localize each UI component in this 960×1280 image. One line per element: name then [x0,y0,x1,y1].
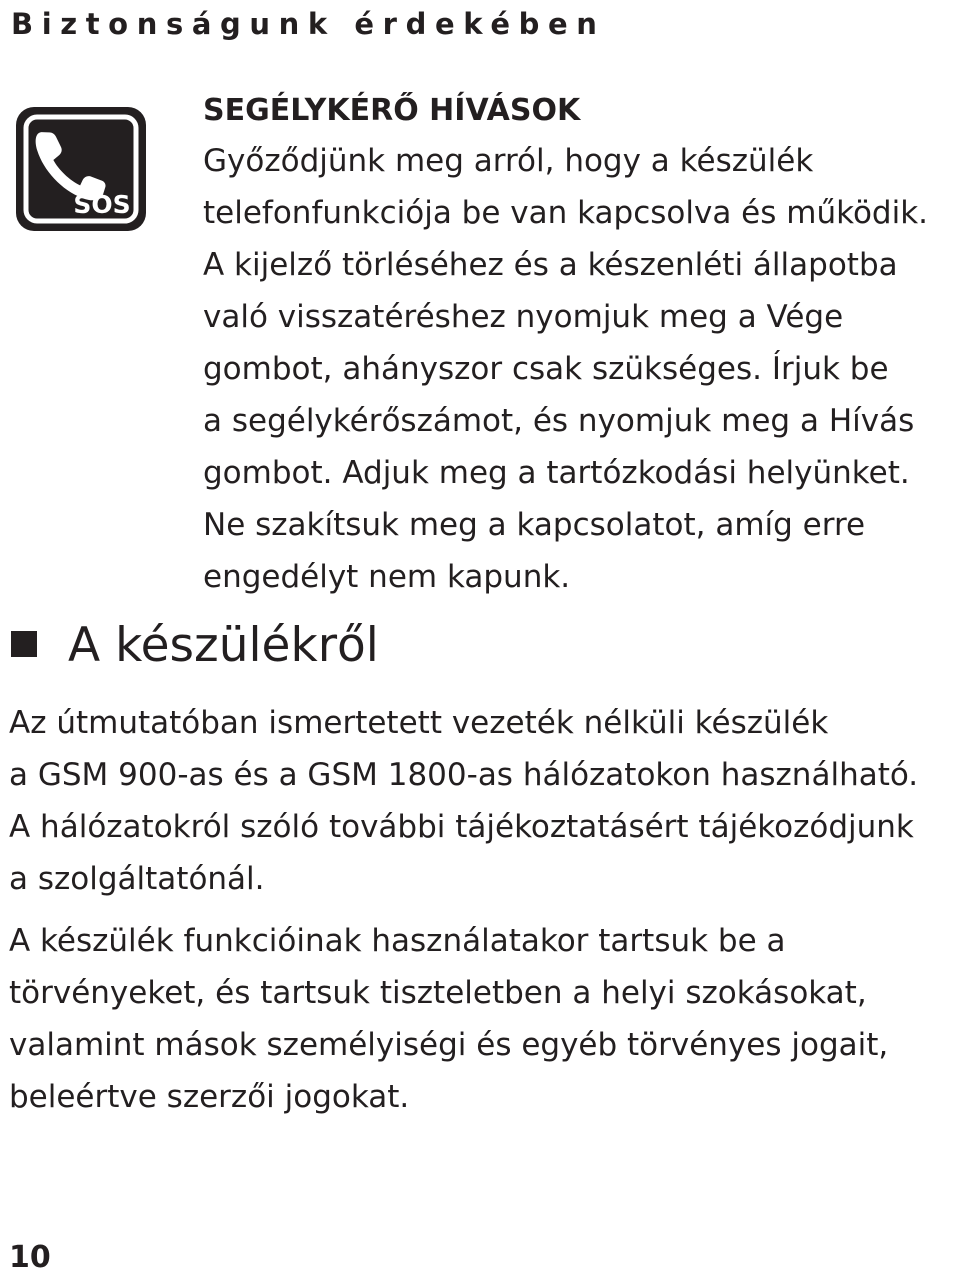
emergency-text-line: gombot, ahányszor csak szükséges. Írjuk be [203,351,889,387]
paragraph-line: A hálózatokról szóló további tájékoztatásért tájékozódjunk [9,809,914,845]
paragraph-line: a GSM 900-as és a GSM 1800-as hálózatokon használható. [9,757,919,793]
emergency-text-line: gombot. Adjuk meg a tartózkodási helyünket. [203,455,910,491]
paragraph-line: a szolgáltatónál. [9,861,265,897]
emergency-text-line: A kijelző törléséhez és a készenléti állapotba [203,247,898,283]
emergency-text-line: való visszatéréshez nyomjuk meg a Vége [203,299,844,335]
emergency-call-block [203,87,953,603]
paragraph-line: beleértve szerzői jogokat. [9,1079,410,1115]
emergency-text-line: Győződjünk meg arról, hogy a készülék [203,143,814,179]
page-number: 10 [9,1240,51,1275]
laws-paragraph [9,915,954,1123]
page-header-title: Biztonságunk érdekében [11,7,606,41]
emergency-text-line: telefonfunkciója be van kapcsolva és működik. [203,195,929,231]
paragraph-line: valamint mások személyiségi és egyéb törvényes jogait, [9,1027,889,1063]
section-bullet-icon [11,631,37,657]
emergency-title: SEGÉLYKÉRŐ HÍVÁSOK [203,93,581,128]
paragraph-line: törvényeket, és tartsuk tiszteletben a helyi szokásokat, [9,975,867,1011]
device-paragraph [9,697,954,905]
sos-icon-label: SOS [73,190,131,219]
paragraph-line: A készülék funkcióinak használatakor tartsuk be a [9,923,786,959]
emergency-text-line: Ne szakítsuk meg a kapcsolatot, amíg erre [203,507,866,543]
sos-phone-icon [16,107,146,231]
paragraph-line: Az útmutatóban ismertetett vezeték nélküli készülék [9,705,829,741]
emergency-text-line: engedélyt nem kapunk. [203,559,571,595]
section-heading: A készülékről [68,618,379,673]
emergency-text-line: a segélykérőszámot, és nyomjuk meg a Hívás [203,403,915,439]
